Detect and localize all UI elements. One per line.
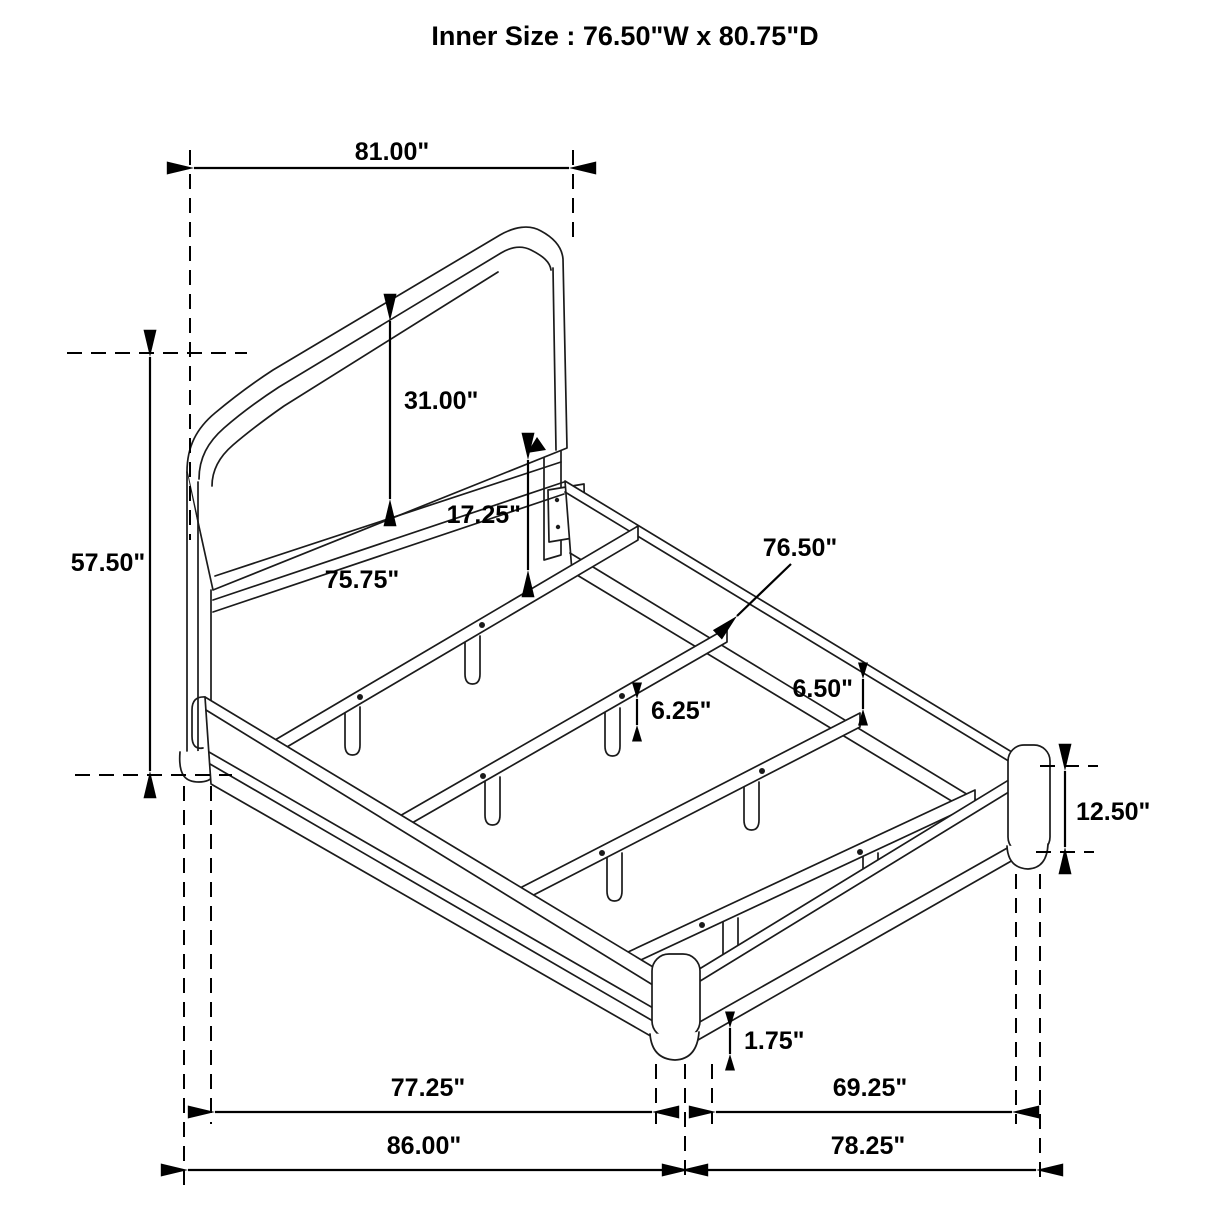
support-leg: [465, 636, 480, 684]
dim-headboard-height-label: 57.50": [70, 549, 146, 577]
dim-overall-depth: [188, 1132, 681, 1170]
dim-rear-rail-label: 75.75": [324, 566, 400, 594]
dim-rail-height-label: 12.50": [1076, 798, 1151, 826]
dim-rail-height: [1036, 766, 1150, 852]
center-slat-1: [398, 628, 727, 831]
dim-inner-length-label: 77.25": [390, 1074, 466, 1102]
support-leg: [744, 782, 759, 830]
front-foot: [650, 1032, 699, 1060]
dim-slat-length-label: 76.50": [762, 534, 838, 562]
dim-panel-height-label: 31.00": [404, 387, 479, 415]
support-leg: [605, 708, 620, 756]
support-leg: [345, 707, 360, 755]
dim-overall-depth-label: 86.00": [386, 1132, 462, 1160]
dim-slat-leg-height-label: 6.25": [651, 697, 712, 725]
dim-rear-rail-length: [325, 566, 399, 594]
dim-clearance-label: 17.25": [446, 501, 521, 529]
support-leg: [485, 777, 500, 825]
diagram-title: Inner Size : 76.50"W x 80.75"D: [431, 21, 819, 51]
dim-slat-leg-height: [637, 697, 712, 725]
headboard-panel: [187, 227, 567, 590]
dim-slat-end-height-label: 6.50": [792, 675, 853, 703]
right-foot: [1007, 844, 1048, 869]
dim-foot-inner-length-label: 69.25": [832, 1074, 908, 1102]
right-corner-post: [1008, 745, 1050, 853]
support-leg: [607, 853, 622, 901]
dim-foot-inner-length: [716, 1074, 1012, 1112]
front-corner-post: [652, 954, 700, 1038]
dim-overall-width: [689, 1132, 1036, 1170]
dim-overall-width-label: 78.25": [830, 1132, 906, 1160]
dim-foot-height-label: 1.75": [744, 1027, 805, 1055]
dim-headboard-width-label: 81.00": [354, 138, 430, 166]
bed-frame-drawing: [180, 227, 1050, 1060]
dim-inner-length: [215, 1074, 652, 1112]
dim-foot-height: [730, 1027, 805, 1055]
